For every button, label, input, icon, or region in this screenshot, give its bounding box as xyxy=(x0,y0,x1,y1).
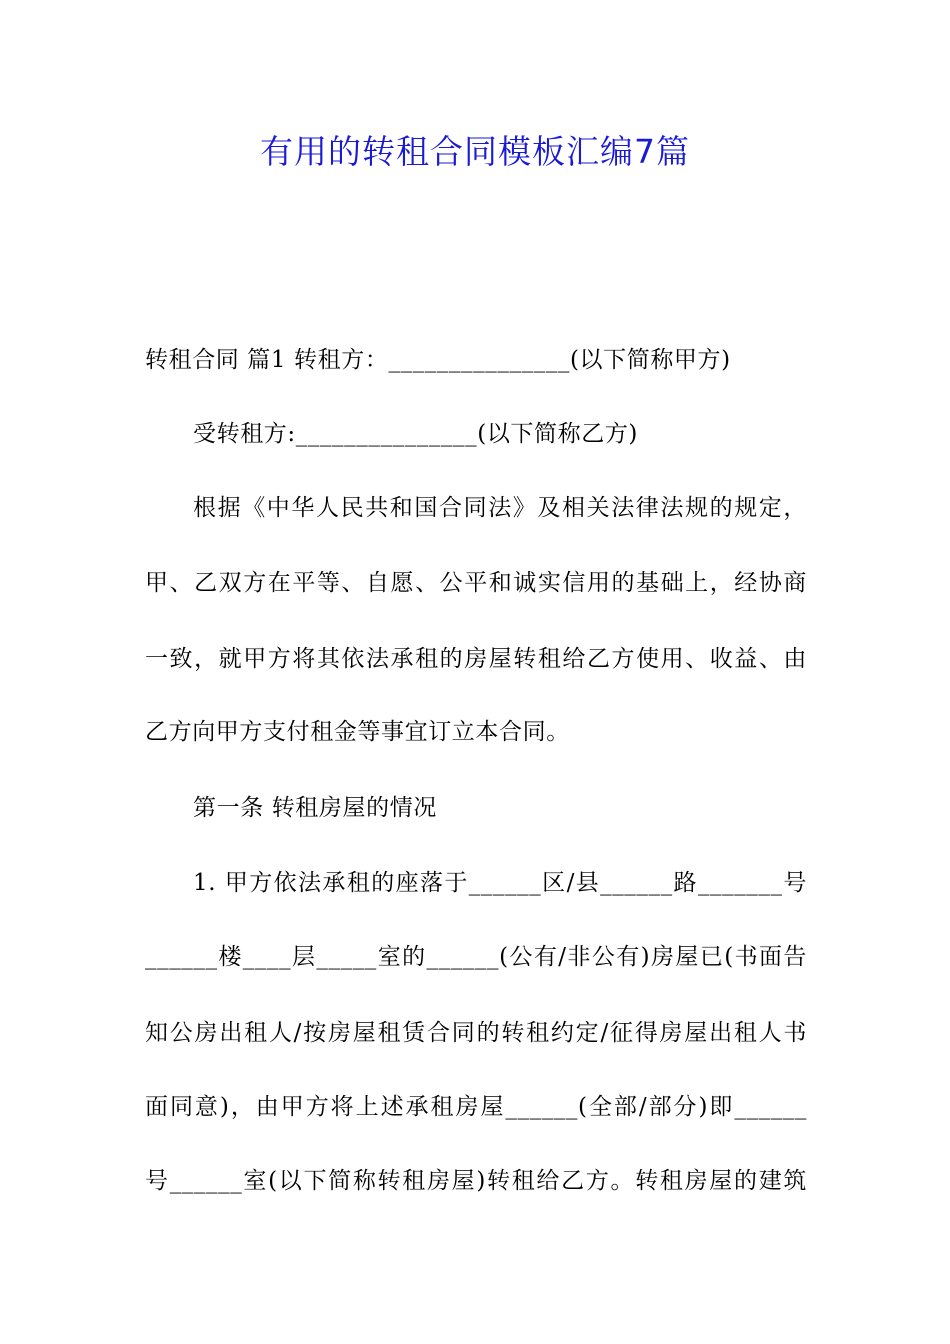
paragraph-line-2: 受转租方:_______________(以下简称乙方) xyxy=(193,421,638,447)
section-heading: 第一条 转租房屋的情况 xyxy=(193,795,437,821)
paragraph-line-8: 1. 甲方依法承租的座落于______区/县______路_______号 xyxy=(193,870,807,896)
paragraph-line-9: ______楼____层_____室的______(公有/非公有)房屋已(书面告 xyxy=(145,944,807,970)
paragraph-line-5: 一致，就甲方将其依法承租的房屋转租给乙方使用、收益、由 xyxy=(145,646,807,672)
paragraph-line-12: 号______室(以下简称转租房屋)转租给乙方。转租房屋的建筑 xyxy=(145,1168,807,1194)
document-title: 有用的转租合同模板汇编7篇 xyxy=(260,132,690,171)
paragraph-line-3: 根据《中华人民共和国合同法》及相关法律法规的规定， xyxy=(193,495,807,521)
paragraph-line-11: 面同意)，由甲方将上述承租房屋______(全部/部分)即______ xyxy=(145,1094,807,1120)
paragraph-line-10: 知公房出租人/按房屋租赁合同的转租约定/征得房屋出租人书 xyxy=(145,1020,807,1046)
paragraph-line-1: 转租合同 篇1 转租方：_______________(以下简称甲方) xyxy=(145,347,731,373)
paragraph-line-6: 乙方向甲方支付租金等事宜订立本合同。 xyxy=(145,719,570,745)
paragraph-line-4: 甲、乙双方在平等、自愿、公平和诚实信用的基础上，经协商 xyxy=(145,570,807,596)
